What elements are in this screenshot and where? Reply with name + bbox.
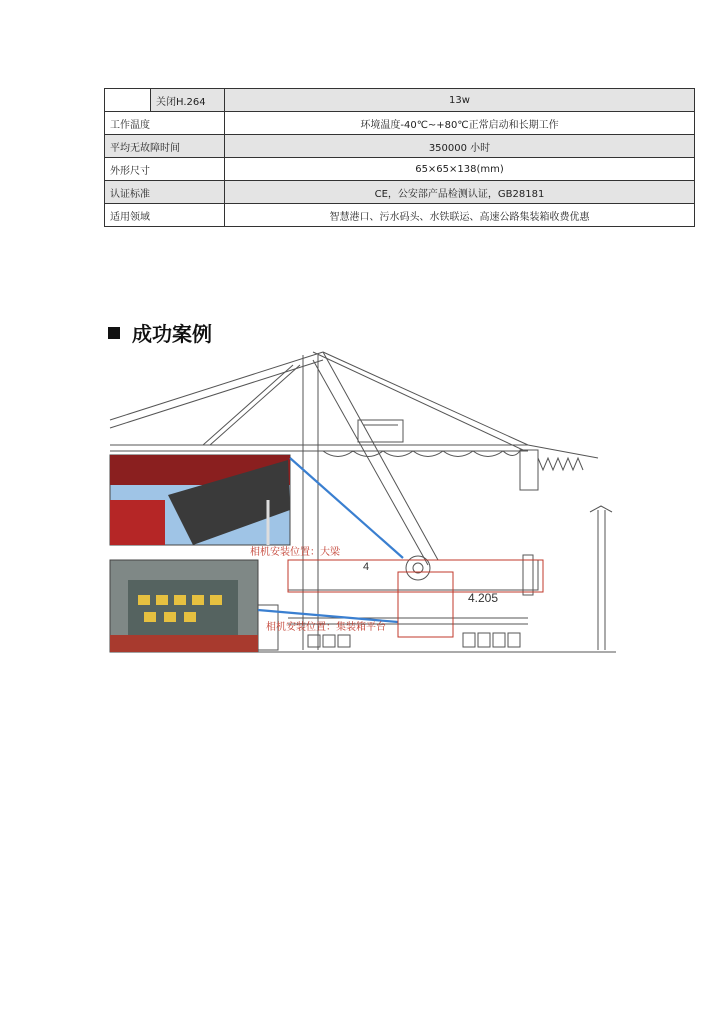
table-row bbox=[105, 112, 695, 135]
annotation-platform: 相机安装位置：集装箱平台 bbox=[266, 622, 386, 633]
dimension-label-2: 4.205 bbox=[468, 591, 499, 605]
row-value: 环境温度-40℃~+80℃正常启动和长期工作 bbox=[225, 112, 695, 135]
row-value: 智慧港口、污水码头、水铁联运、高速公路集装箱收费优惠 bbox=[225, 204, 695, 227]
row-value: 65×65×138(mm) bbox=[225, 158, 695, 181]
spec-table bbox=[104, 88, 695, 227]
section-title: 成功案例 bbox=[132, 322, 212, 346]
section-heading bbox=[108, 318, 212, 347]
row-sublabel: 关闭H.264 bbox=[151, 89, 225, 112]
annotation-beam: 相机安装位置：大梁 bbox=[250, 547, 340, 558]
row-value: 13w bbox=[225, 89, 695, 112]
row-label: 平均无故障时间 bbox=[105, 135, 225, 158]
dimension-label-1: 4 bbox=[363, 561, 370, 573]
table-row bbox=[105, 89, 695, 112]
row-label: 适用领域 bbox=[105, 204, 225, 227]
row-value: 350000 小时 bbox=[225, 135, 695, 158]
photo-beam bbox=[110, 455, 290, 545]
table-row bbox=[105, 158, 695, 181]
photo-platform bbox=[110, 560, 258, 652]
row-label: 外形尺寸 bbox=[105, 158, 225, 181]
row-label bbox=[105, 89, 151, 112]
table-row bbox=[105, 135, 695, 158]
row-label: 工作温度 bbox=[105, 112, 225, 135]
square-bullet-icon bbox=[108, 327, 120, 339]
row-value: CE，公安部产品检测认证，GB28181 bbox=[225, 181, 695, 204]
table-row bbox=[105, 204, 695, 227]
row-label: 认证标准 bbox=[105, 181, 225, 204]
table-row bbox=[105, 181, 695, 204]
crane-installation-figure bbox=[108, 350, 618, 655]
